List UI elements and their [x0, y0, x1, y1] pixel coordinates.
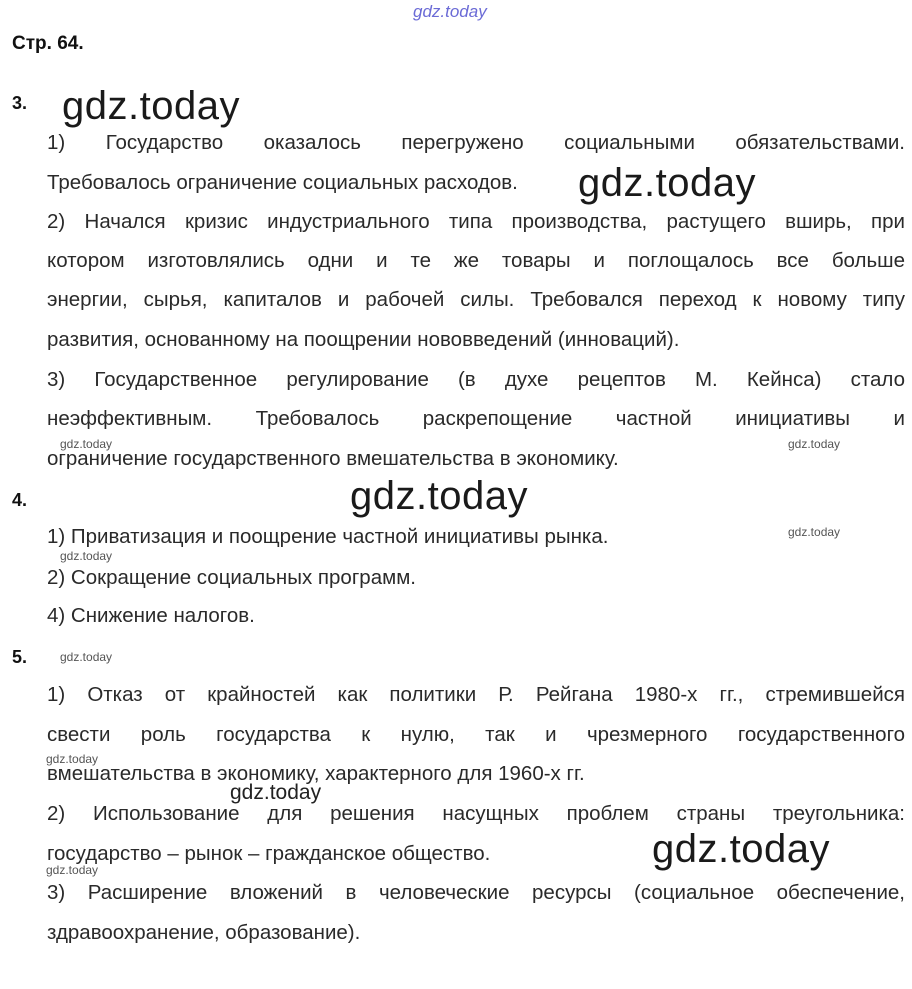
answer-line: здравоохранение, образование).: [47, 921, 361, 944]
answer-line: ограничение государственного вмешательства в экономику.: [47, 447, 619, 470]
answer-line: 1) Приватизация и поощрение частной инициативы рынка.: [47, 525, 609, 548]
answer-line: 2) Сокращение социальных программ.: [47, 566, 416, 589]
answer-line: 2) Начался кризис индустриального типа производства, растущего вширь, при: [47, 210, 905, 233]
question-number-4: 4.: [12, 490, 28, 510]
watermark: gdz.today: [788, 525, 841, 539]
answer-line: Требовалось ограничение социальных расходов.: [47, 171, 518, 194]
watermark: gdz.today: [60, 549, 113, 563]
watermark: gdz.today: [788, 437, 841, 451]
answer-line: 3) Расширение вложений в человеческие ресурсы (социальное обеспечение,: [47, 881, 905, 904]
watermark: gdz.today: [60, 650, 113, 664]
answer-line: энергии, сырья, капиталов и рабочей силы. Требовался переход к новому типу: [47, 288, 905, 311]
answer-line: государство – рынок – гражданское общество.: [47, 842, 491, 865]
watermark: gdz.today: [60, 437, 113, 451]
watermark: gdz.today: [62, 84, 240, 128]
watermark-top: gdz.today: [413, 2, 487, 21]
page-title: Стр. 64.: [12, 33, 84, 54]
answer-line: развития, основанному на поощрении нововведений (инноваций).: [47, 328, 680, 351]
watermark: gdz.today: [46, 752, 99, 766]
watermark: gdz.today: [46, 863, 99, 877]
question-number-3: 3.: [12, 93, 28, 113]
watermark: gdz.today: [350, 474, 528, 518]
answer-line: 1) Государство оказалось перегружено социальными обязательствами.: [47, 131, 905, 154]
answer-line: неэффективным. Требовалось раскрепощение частной инициативы и: [47, 407, 905, 430]
answer-line: 2) Использование для решения насущных проблем страны треугольника:: [47, 802, 905, 825]
answer-line: 3) Государственное регулирование (в духе рецептов М. Кейнса) стало: [47, 368, 905, 391]
answer-line: 1) Отказ от крайностей как политики Р. Рейгана 1980-х гг., стремившейся: [47, 683, 905, 706]
answer-line: свести роль государства к нулю, так и чрезмерного государственного: [47, 723, 905, 746]
watermark: gdz.today: [578, 161, 756, 205]
answer-line: 4) Снижение налогов.: [47, 604, 255, 627]
answer-line: вмешательства в экономику, характерного для 1960-х гг.: [47, 762, 585, 785]
watermark: gdz.today: [230, 781, 322, 804]
answer-line: котором изготовлялись одни и те же товары и поглощалось все больше: [47, 249, 905, 272]
question-number-5: 5.: [12, 647, 28, 667]
watermark: gdz.today: [652, 827, 830, 871]
